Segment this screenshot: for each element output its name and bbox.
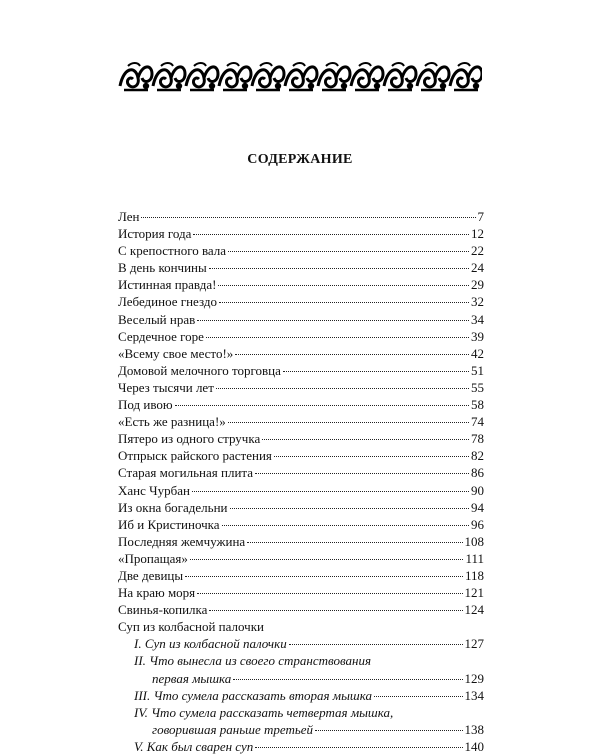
toc-entry[interactable]: История года 12 xyxy=(118,226,484,242)
toc-entry[interactable]: Лен 7 xyxy=(118,209,484,224)
toc-entry[interactable]: На краю моря 121 xyxy=(118,585,484,601)
toc-entry[interactable]: Из окна богадельни 94 xyxy=(118,499,484,515)
toc-entry[interactable]: Сердечное горе 39 xyxy=(118,328,484,344)
toc-entry[interactable]: Истинная правда! 29 xyxy=(118,277,484,293)
toc-entry[interactable]: Отпрыск райского растения 82 xyxy=(118,448,484,464)
toc-entry[interactable]: С крепостного вала 22 xyxy=(118,243,484,259)
toc-entry[interactable]: Веселый нрав 34 xyxy=(118,311,484,327)
toc-entry[interactable]: В день кончины 24 xyxy=(118,260,484,276)
toc-entry[interactable]: «Всему свое место!» 42 xyxy=(118,345,484,361)
toc-entry[interactable]: Лебединое гнездо 32 xyxy=(118,294,484,310)
toc-entry[interactable]: «Есть же разница!» 74 xyxy=(118,414,484,430)
toc-subentry[interactable]: V. Как был сварен суп 140 xyxy=(134,738,484,754)
toc-entry[interactable]: «Пропащая» 111 xyxy=(118,550,484,566)
toc-subentry[interactable]: I. Суп из колбасной палочки 127 xyxy=(134,636,484,652)
toc-entry[interactable]: Последняя жемчужина 108 xyxy=(118,533,484,549)
page-title: СОДЕРЖАНИЕ xyxy=(247,152,353,167)
toc-section-heading[interactable]: Суп из колбасной палочки xyxy=(118,619,264,635)
decorative-ornament-border xyxy=(118,60,482,94)
toc-subentry-line1[interactable]: IV. Что сумела рассказать четвертая мышка, xyxy=(134,704,394,720)
toc-subentry[interactable]: первая мышка 129 xyxy=(152,670,484,686)
toc-entry[interactable]: Под ивою 58 xyxy=(118,397,484,413)
toc-subentry[interactable]: говорившая раньше третьей 138 xyxy=(152,721,484,737)
toc-entry[interactable]: Иб и Кристиночка 96 xyxy=(118,516,484,532)
toc-subentry[interactable]: III. Что сумела рассказать вторая мышка 134 xyxy=(134,687,484,703)
toc-entry[interactable]: Свинья-копилка 124 xyxy=(118,602,484,618)
table-of-contents xyxy=(118,208,484,755)
toc-entry[interactable]: Две девицы 118 xyxy=(118,567,484,583)
toc-entry[interactable]: Ханс Чурбан 90 xyxy=(118,482,484,498)
toc-entry[interactable]: Домовой мелочного торговца 51 xyxy=(118,362,484,378)
toc-entry[interactable]: Пятеро из одного стручка 78 xyxy=(118,431,484,447)
toc-subentry-line1[interactable]: II. Что вынесла из своего странствования xyxy=(134,653,372,669)
toc-entry[interactable]: Через тысячи лет 55 xyxy=(118,379,484,395)
toc-entry[interactable]: Старая могильная плита 86 xyxy=(118,465,484,481)
